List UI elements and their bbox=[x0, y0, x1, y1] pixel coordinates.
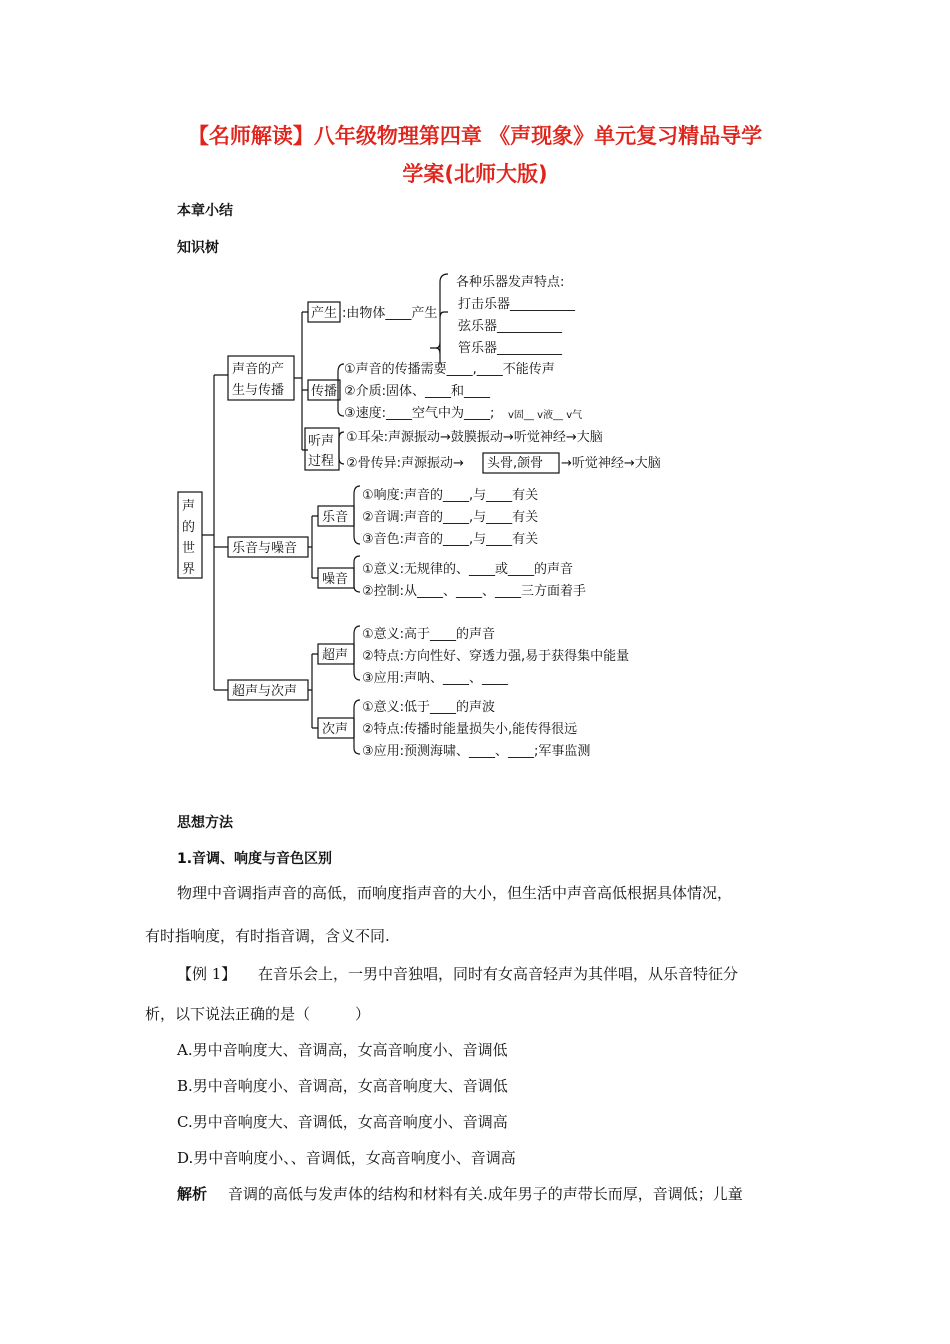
infra-item-1: ①意义:低于____的声波 bbox=[362, 700, 496, 715]
root-char-1: 声 bbox=[182, 499, 196, 514]
ultra-box-label: 超声 bbox=[322, 648, 349, 663]
section-heading-method: 思想方法 bbox=[177, 815, 233, 831]
option-c: C.男中音响度大、音调低，女高音响度小、音调高 bbox=[177, 1113, 508, 1131]
infra-item-2: ②特点:传播时能量损失小,能传得很远 bbox=[362, 722, 578, 737]
produce-item-4: 管乐器__________ bbox=[458, 341, 563, 356]
root-char-3: 世 bbox=[182, 541, 196, 556]
analysis-text: 音调的高低与发声体的结构和材料有关.成年男子的声带长而厚，音调低；儿童 bbox=[228, 1185, 743, 1203]
music-item-2: ②音调:声音的____,与____有关 bbox=[362, 510, 539, 525]
hearing-item-2-pre: ②骨传异:声源振动→ bbox=[346, 456, 464, 471]
section-heading-summary: 本章小结 bbox=[177, 203, 233, 219]
hearing-box-line1: 听声 bbox=[308, 434, 335, 449]
hearing-box-line2: 过程 bbox=[308, 454, 335, 469]
noise-box-label: 噪音 bbox=[322, 572, 349, 587]
example-1-text: 在音乐会上，一男中音独唱，同时有女高音轻声为其伴唱，从乐音特征分 bbox=[258, 965, 739, 983]
spread-box-label: 传播 bbox=[311, 384, 338, 399]
produce-box-label: 产生 bbox=[311, 306, 338, 321]
speed-note: v固__ v液__ v气 bbox=[508, 410, 583, 421]
knowledge-tree-diagram bbox=[0, 260, 950, 760]
music-box-label: 乐音 bbox=[322, 510, 349, 525]
branch1-label-line1: 声音的产 bbox=[232, 362, 285, 377]
ultra-item-3: ③应用:声呐、____、____ bbox=[362, 671, 509, 686]
section-heading-knowledge-tree: 知识树 bbox=[177, 240, 219, 256]
music-item-3: ③音色:声音的____,与____有关 bbox=[362, 532, 539, 547]
paragraph-1-line-2: 有时指响度，有时指音调，含义不同. bbox=[145, 927, 390, 945]
hearing-item-2-box: 头骨,颌骨 bbox=[487, 456, 544, 471]
noise-item-2: ②控制:从____、____、____三方面着手 bbox=[362, 584, 587, 599]
spread-item-2: ②介质:固体、____和____ bbox=[344, 384, 491, 399]
infra-item-3: ③应用:预测海啸、____、____;军事监测 bbox=[362, 744, 591, 759]
produce-item-1: 各种乐器发声特点: bbox=[456, 275, 565, 290]
document-title-line2: 学案(北师大版) bbox=[402, 162, 548, 186]
produce-item-2: 打击乐器__________ bbox=[458, 297, 576, 312]
produce-item-3: 弦乐器__________ bbox=[458, 319, 563, 334]
noise-item-1: ①意义:无规律的、____或____的声音 bbox=[362, 562, 574, 577]
example-1-line-2: 析，以下说法正确的是（ ） bbox=[145, 1005, 371, 1023]
infra-box-label: 次声 bbox=[322, 722, 349, 737]
spread-item-1: ①声音的传播需要____,____不能传声 bbox=[344, 362, 555, 377]
music-item-1: ①响度:声音的____,与____有关 bbox=[362, 488, 539, 503]
branch1-label-line2: 生与传播 bbox=[232, 383, 285, 398]
ultra-item-2: ②特点:方向性好、穿透力强,易于获得集中能量 bbox=[362, 649, 630, 664]
branch2-label: 乐音与噪音 bbox=[232, 541, 298, 556]
option-d: D.男中音响度小、、音调低，女高音响度小、音调高 bbox=[177, 1149, 516, 1167]
root-char-2: 的 bbox=[182, 520, 196, 535]
spread-item-3: ③速度:____空气中为____; bbox=[344, 406, 495, 421]
subsection-heading-1: 1.音调、响度与音色区别 bbox=[177, 851, 333, 867]
option-b: B.男中音响度小、音调高，女高音响度大、音调低 bbox=[177, 1077, 508, 1095]
hearing-item-2-post: →听觉神经→大脑 bbox=[561, 456, 661, 471]
document-title-line1: 【名师解读】八年级物理第四章 《声现象》单元复习精品导学 bbox=[187, 124, 763, 148]
example-1-label: 【例 1】 bbox=[177, 965, 237, 983]
branch3-label: 超声与次声 bbox=[232, 684, 298, 699]
paragraph-1-line-1: 物理中音调指声音的高低，而响度指声音的大小，但生活中声音高低根据具体情况， bbox=[177, 884, 733, 902]
option-a: A.男中音响度大、音调高，女高音响度小、音调低 bbox=[177, 1041, 508, 1059]
root-char-4: 界 bbox=[182, 562, 196, 577]
hearing-item-1: ①耳朵:声源振动→鼓膜振动→听觉神经→大脑 bbox=[346, 430, 603, 445]
produce-text: :由物体____产生 bbox=[342, 306, 438, 321]
ultra-item-1: ①意义:高于____的声音 bbox=[362, 627, 496, 642]
analysis-label: 解析 bbox=[177, 1185, 208, 1203]
